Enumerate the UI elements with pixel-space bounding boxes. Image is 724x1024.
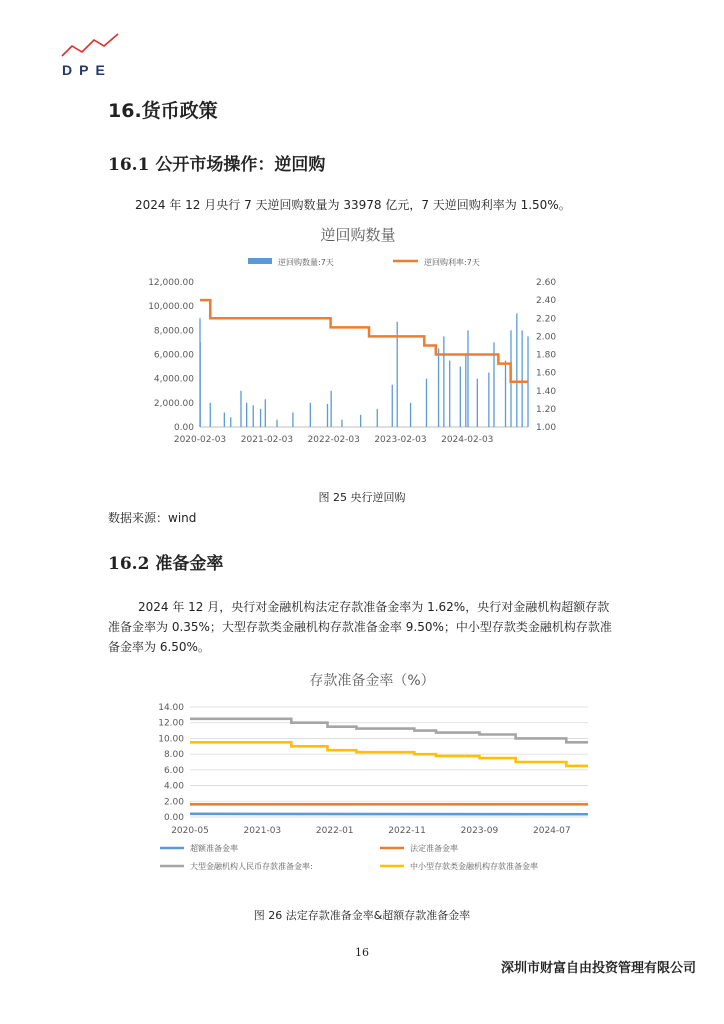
chart1-y-left-tick: 0.00 xyxy=(173,423,194,433)
chart1-y-left-tick: 10,000.00 xyxy=(148,302,194,313)
data-source: 数据来源：wind xyxy=(108,511,197,525)
chart1-legend xyxy=(248,257,480,267)
chart1-y-left-tick: 2,000.00 xyxy=(153,398,194,409)
chart1-x-tick: 2022-02-03 xyxy=(307,435,360,445)
chart1-rate-line xyxy=(200,300,528,382)
chart1-y-right-tick: 2.00 xyxy=(536,332,557,343)
chart2-title: 存款准备金率（%） xyxy=(309,673,435,689)
company-name: 深圳市财富自由投资管理有限公司 xyxy=(500,961,696,976)
chart1-y-right-tick: 2.60 xyxy=(536,278,557,288)
chart1-y-right-tick: 1.20 xyxy=(536,404,557,415)
chart1-y-right-tick: 2.40 xyxy=(536,296,557,307)
reverse-repo-chart xyxy=(108,220,628,452)
chart2-legend-label: 法定准备金率 xyxy=(410,844,458,853)
chart2-x-tick: 2022-11 xyxy=(388,826,426,836)
chart1-y-left-tick: 8,000.00 xyxy=(153,326,194,337)
chart2-y-tick: 12.00 xyxy=(158,718,184,729)
chart2-x-tick: 2020-05 xyxy=(171,826,209,836)
subsection-title-reserve-ratio: 16.2 准备金率 xyxy=(108,554,224,574)
subsection-title-reverse-repo: 16.1 公开市场操作：逆回购 xyxy=(108,155,326,175)
chart2-y-tick: 6.00 xyxy=(163,765,184,776)
chart2-y-tick: 14.00 xyxy=(158,703,184,713)
chart1-legend-swatch-volume xyxy=(248,258,272,264)
chart2-legend-label: 大型金融机构人民币存款准备金率: xyxy=(190,862,313,871)
chart1-title: 逆回购数量 xyxy=(320,226,396,244)
reserve-ratio-chart xyxy=(140,665,610,885)
chart2-legend-label: 中小型存款类金融机构存款准备金率 xyxy=(410,862,538,871)
chart1-legend-volume: 逆回购数量:7天 xyxy=(278,258,334,267)
chart1-x-tick: 2021-02-03 xyxy=(240,435,294,445)
chart1-y-left-tick: 6,000.00 xyxy=(153,350,194,361)
chart1-y-right-tick: 1.00 xyxy=(536,423,557,433)
chart2-x-tick: 2024-07 xyxy=(533,826,571,836)
chart1-y-right-tick: 1.60 xyxy=(536,368,557,379)
reserve-ratio-paragraph: 2024 年 12 月，央行对金融机构法定存款准备金率为 1.62%，央行对金融机构超额存款准备金率为 0.35%；大型存款类金融机构存款准备金率 9.50%；中小型存款类金融机构存款准备金率为 6.50%。 xyxy=(108,600,612,654)
logo-swoosh-icon xyxy=(60,32,130,62)
page-number: 16 xyxy=(355,946,369,959)
chart1-x-tick: 2020-02-03 xyxy=(173,435,227,445)
logo-text: DPE xyxy=(62,62,112,78)
chart1-legend-rate: 逆回购利率:7天 xyxy=(424,258,480,267)
chart2-y-tick: 0.00 xyxy=(163,813,184,823)
chart1-y-left-tick: 12,000.00 xyxy=(148,278,194,288)
chart2-legend-label: 超额准备金率 xyxy=(190,844,238,853)
chart2-x-tick: 2022-01 xyxy=(315,826,354,836)
section-title: 16.货币政策 xyxy=(108,100,218,122)
chart2-x-tick: 2021-03 xyxy=(243,826,282,836)
chart2-y-tick: 4.00 xyxy=(163,781,184,792)
chart2-x-tick: 2023-09 xyxy=(460,826,499,836)
chart1-y-right-tick: 1.80 xyxy=(536,350,557,361)
chart1-y-right-tick: 2.20 xyxy=(536,314,557,325)
chart1-y-right-tick: 1.40 xyxy=(536,386,557,397)
chart1-x-tick: 2024-02-03 xyxy=(441,435,494,445)
chart2-legend xyxy=(160,843,538,871)
reverse-repo-paragraph: 2024 年 12 月央行 7 天逆回购数量为 33978 亿元，7 天逆回购利率为 1.50%。 xyxy=(135,198,571,212)
figure-25-caption: 图 25 央行逆回购 xyxy=(318,491,406,504)
figure-26-caption: 图 26 法定存款准备金率&超额存款准备金率 xyxy=(253,909,471,922)
chart2-y-tick: 10.00 xyxy=(158,734,184,745)
chart2-y-tick: 2.00 xyxy=(163,797,184,808)
chart1-y-left-tick: 4,000.00 xyxy=(153,374,194,385)
chart2-y-tick: 8.00 xyxy=(163,750,184,761)
chart1-x-tick: 2023-02-03 xyxy=(374,435,427,445)
dpe-logo xyxy=(60,32,130,82)
